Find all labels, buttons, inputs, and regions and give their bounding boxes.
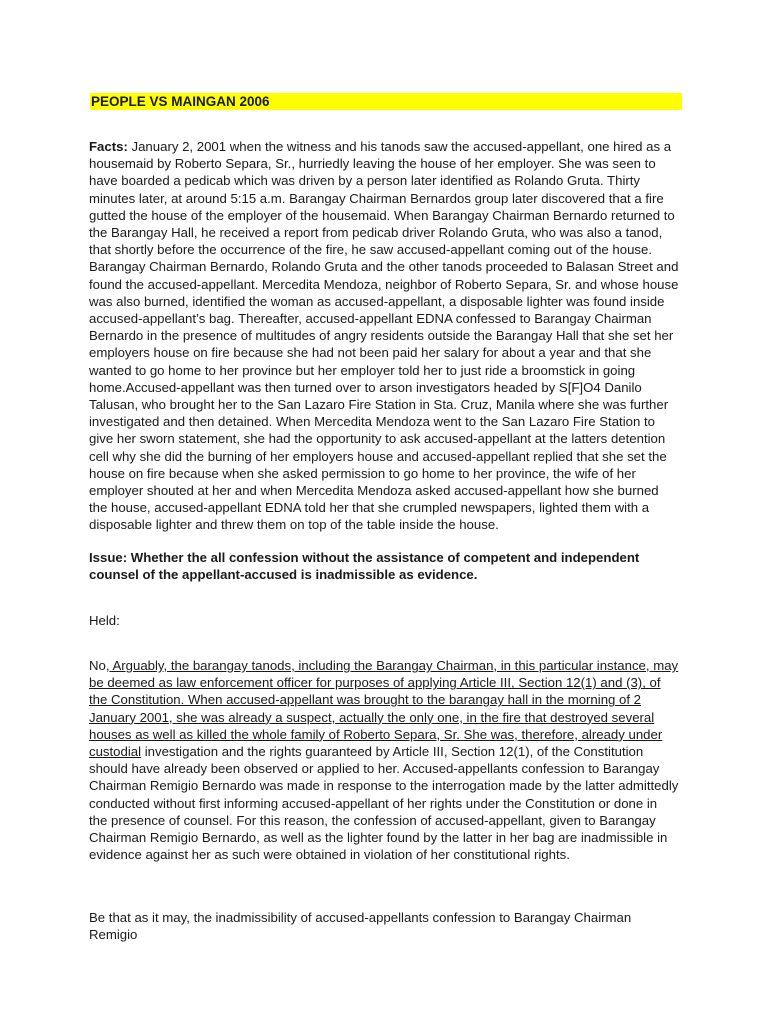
case-title: PEOPLE VS MAINGAN 2006: [90, 93, 682, 110]
continuation-line: Be that as it may, the inadmissibility of accused-appellants confession to Barangay Chairman Remigio: [89, 910, 632, 943]
facts-label: Facts:: [89, 139, 128, 154]
ruling-no: No: [89, 658, 106, 673]
facts-paragraph: [89, 138, 679, 534]
issue-paragraph: Issue: Whether the all confession without the assistance of competent and independent counsel of the appellant-accused is inadmissible as evidence.: [89, 550, 640, 583]
held-label: Held:: [89, 613, 120, 628]
facts-text: January 2, 2001 when the witness and his tanods saw the accused-appellant, one hired as a housemaid by Roberto Separa, Sr., hurriedly leaving the house of her employer. She was seen to have boarded a pedicab which was driven by a person later identified as Rolando Gruta. Thirty minutes later, at around 5:15 a.m. Barangay Chairman Bernardos group later discovered that a fire gutted the house of the employer of the housemaid. When Barangay Chairman Bernardo returned to the Barangay Hall, he received a report from pedicab driver Rolando Gruta, who was also a tanod, that shortly before the occurrence of the fire, he saw accused-appellant coming out of the house. Barangay Chairman Bernardo, Rolando Gruta and the other tanods proceeded to Balasan Street and found the accused-appellant. Mercedita Mendoza, neighbor of Roberto Separa, Sr. and whose house was also burned, identified the woman as accused-appellant, a disposable lighter was found inside accused-appellant’s bag. Thereafter, accused-appellant EDNA confessed to Barangay Chairman Bernardo in the presence of multitudes of angry residents outside the Barangay Hall that she set her employers house on fire because she had not been paid her salary for about a year and that she wanted to go home to her province but her employer told her to just ride a broomstick in going home.Accused-appellant was then turned over to arson investigators headed by S[F]O4 Danilo Talusan, who brought her to the San Lazaro Fire Station in Sta. Cruz, Manila where she was further investigated and then detained. When Mercedita Mendoza went to the San Lazaro Fire Station to give her sworn statement, she had the opportunity to ask accused-appellant at the latters detention cell why she did the burning of her employers house and accused-appellant replied that she set the house on fire because when she asked permission to go home to her province, the wife of her employer shouted at her and when Mercedita Mendoza asked accused-appellant how she burned the house, accused-appellant EDNA told her that she crumpled newspapers, lighted them with a disposable lighter and threw them on top of the table inside the house.: [89, 139, 679, 533]
ruling-underlined-text: , Arguably, the barangay tanods, including the Barangay Chairman, in this particular instance, may be deemed as law enforcement officer for purposes of applying Article III, Section 12(1) and (3), of the Constitution. When accused-appellant was brought to the barangay hall in the morning of 2 January 2001, she was already a suspect, actually the only one, in the fire that destroyed several houses as well as killed the whole family of Roberto Separa, Sr. She was, therefore, already under custodial: [89, 658, 679, 760]
ruling-paragraph: [89, 657, 679, 863]
ruling-text: investigation and the rights guaranteed by Article III, Section 12(1), of the Constitution should have already been observed or applied to her. Accused-appellants confession to Barangay Chairman Remigio Bernardo was made in response to the interrogation made by the latter admittedly conducted without first informing accused-appellant of her rights under the Constitution or done in the presence of counsel. For this reason, the confession of accused-appellant, given to Barangay Chairman Remigio Bernardo, as well as the lighter found by the latter in her bag are inadmissible in evidence against her as such were obtained in violation of her constitutional rights.: [89, 744, 679, 863]
